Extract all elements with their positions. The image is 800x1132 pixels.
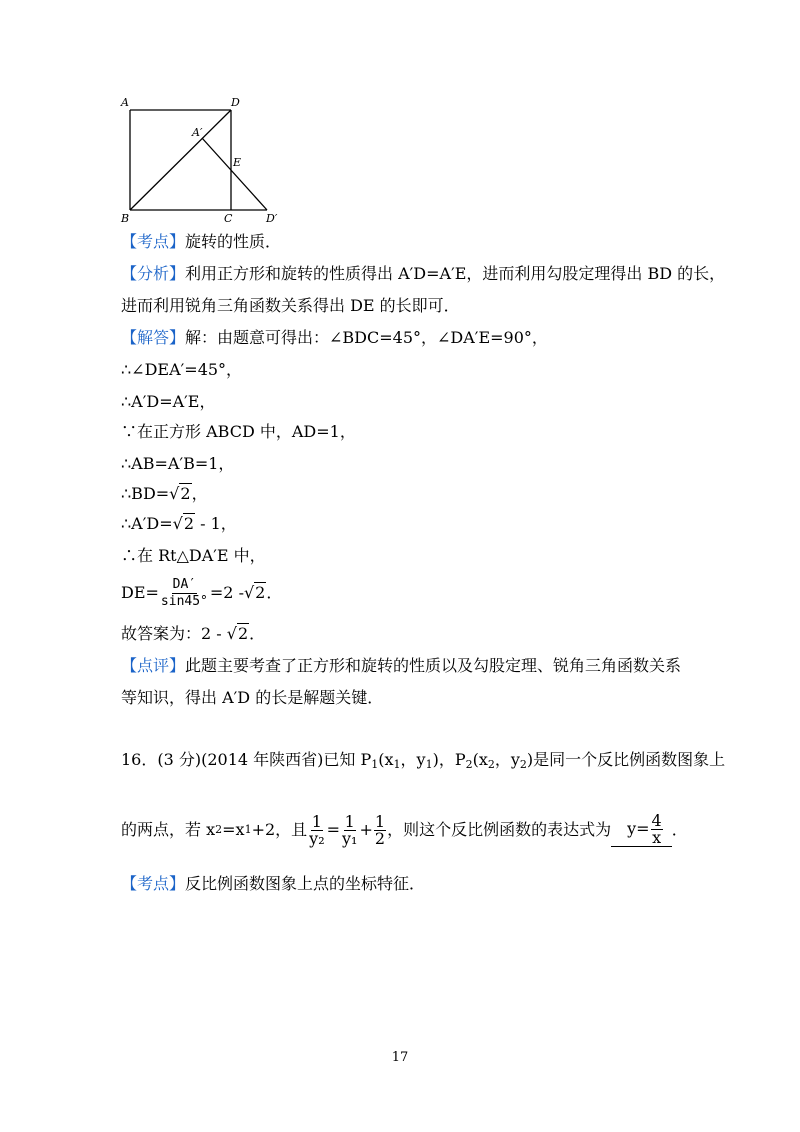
fenxi-text-1: 利用正方形和旋转的性质得出 A′D=A′E，进而利用勾股定理得出 BD 的长， (185, 264, 726, 283)
jieda-text: 解：由题意可得出：∠BDC=45°，∠DA′E=90°， (185, 328, 548, 347)
step-8-radicand: 2 (255, 583, 266, 602)
step-5-radicand: 2 (180, 484, 191, 503)
fraction-numerator: 1 (374, 811, 386, 831)
fraction-denominator: y₁ (342, 828, 358, 848)
q16-text: ． (671, 820, 688, 839)
step-9 (121, 624, 265, 644)
plus-sign: + (359, 820, 373, 839)
sqrt-symbol: √2 (172, 514, 194, 533)
sqrt-symbol: √2 (169, 484, 191, 503)
step-1 (121, 360, 242, 380)
q16-sub: 1 (244, 823, 252, 836)
label-A-prime: A′ (192, 126, 203, 139)
q16-text: 16．(3 分)(2014 年陕西省)已知 P (121, 750, 372, 769)
step-5-pre: ∴BD= (121, 484, 170, 503)
fenxi-tag: 【分析】 (121, 264, 186, 283)
sqrt-symbol: √2 (226, 624, 249, 643)
question-16-line-2 (121, 808, 688, 852)
q16-sub: 2 (465, 758, 473, 771)
q16-text: )是同一个反比例函数图象上 (526, 750, 726, 769)
q16-sub: 1 (393, 758, 401, 771)
q16-text: ，则这个反比例函数的表达式为 (387, 820, 612, 839)
step-1-text: ∴∠DEA′=45°， (121, 360, 243, 379)
step-2-text: ∴A′D=A′E， (121, 392, 216, 411)
label-D-prime: D′ (266, 212, 278, 224)
fraction-numerator: 4 (651, 811, 662, 830)
fenxi-line-1 (121, 264, 725, 284)
fraction-denominator: x (652, 828, 662, 847)
q16-sub: 1 (371, 758, 379, 771)
kaodian-line-2 (121, 874, 425, 894)
dianping-text-1: 此题主要考查了正方形和旋转的性质以及勾股定理、锐角三角函数关系 (185, 656, 682, 675)
fraction-numerator: 1 (311, 811, 322, 831)
q16-text: ，y (494, 750, 520, 769)
q16-text: ，y (400, 750, 426, 769)
q16-sub: 2 (215, 823, 223, 836)
q16-sub: 2 (487, 758, 495, 771)
kaodian-tag: 【考点】 (121, 874, 186, 893)
answer-prefix: y= (627, 819, 650, 838)
step-8 (121, 576, 282, 610)
fenxi-text-2: 进而利用锐角三角函数关系得出 DE 的长即可． (121, 296, 460, 315)
q16-text: (x (472, 750, 488, 769)
fraction-numerator: 1 (344, 811, 355, 831)
kaodian-text: 旋转的性质． (185, 232, 282, 251)
label-D: D (231, 96, 240, 109)
step-3-text: ∵在正方形 ABCD 中，AD=1， (121, 422, 356, 441)
step-8-mid: =2 - (209, 583, 244, 602)
de-fraction (160, 577, 209, 610)
step-7-text: ∴在 Rt△DA′E 中， (121, 546, 266, 565)
step-6-pre: ∴A′D= (121, 514, 173, 533)
step-6-radicand: 2 (183, 514, 194, 533)
de-fraction-denominator: sin45° (160, 593, 208, 609)
fraction-1-over-y1 (341, 811, 358, 848)
step-5-post: ， (191, 484, 208, 503)
q16-text: )，P (432, 750, 466, 769)
step-6 (121, 514, 237, 534)
de-fraction-numerator: DA′ (172, 576, 197, 592)
step-8-pre: DE= (121, 583, 159, 602)
question-16-line-1 (121, 750, 725, 775)
fraction-denominator: 2 (374, 828, 386, 848)
jieda-line (121, 328, 548, 348)
label-C: C (224, 212, 233, 224)
step-8-post: ． (266, 583, 283, 602)
q16-sub: 2 (519, 758, 527, 771)
step-9-post: ． (249, 624, 266, 643)
q16-text: +2，且 (251, 820, 308, 839)
geometry-figure (115, 92, 295, 224)
page-number: 17 (391, 1050, 409, 1065)
fenxi-line-2 (121, 296, 460, 316)
sqrt-symbol: √2 (243, 583, 266, 602)
answer-fraction (651, 813, 663, 846)
q16-text: =x (222, 820, 245, 839)
label-B: B (121, 212, 130, 224)
q16-sub: 1 (425, 758, 433, 771)
fraction-denominator: y₂ (309, 828, 325, 848)
equals-sign: = (326, 820, 341, 839)
dianping-line-1 (121, 656, 681, 676)
kaodian-text: 反比例函数图象上点的坐标特征． (185, 874, 426, 893)
step-9-pre: 故答案为：2 - (121, 624, 227, 643)
dianping-tag: 【点评】 (121, 656, 186, 675)
dianping-text-2: 等知识，得出 A′D 的长是解题关键． (121, 688, 384, 707)
step-3 (121, 422, 356, 442)
step-4-text: ∴AB=A′B=1， (121, 454, 235, 473)
fraction-1-over-2 (374, 811, 386, 848)
kaodian-line-1 (121, 232, 281, 252)
step-6-post: - 1， (195, 514, 237, 533)
step-5 (121, 484, 208, 504)
step-7 (121, 546, 266, 566)
step-9-radicand: 2 (237, 624, 249, 643)
label-A: A (121, 96, 129, 109)
answer-blank (611, 813, 672, 847)
q16-text: (x (378, 750, 394, 769)
dianping-line-2 (121, 688, 383, 708)
jieda-tag: 【解答】 (121, 328, 186, 347)
label-E: E (233, 156, 242, 169)
q16-text: 的两点，若 x (121, 820, 216, 839)
step-2 (121, 392, 215, 412)
kaodian-tag: 【考点】 (121, 232, 186, 251)
fraction-1-over-y2 (308, 811, 325, 848)
step-4 (121, 454, 234, 474)
